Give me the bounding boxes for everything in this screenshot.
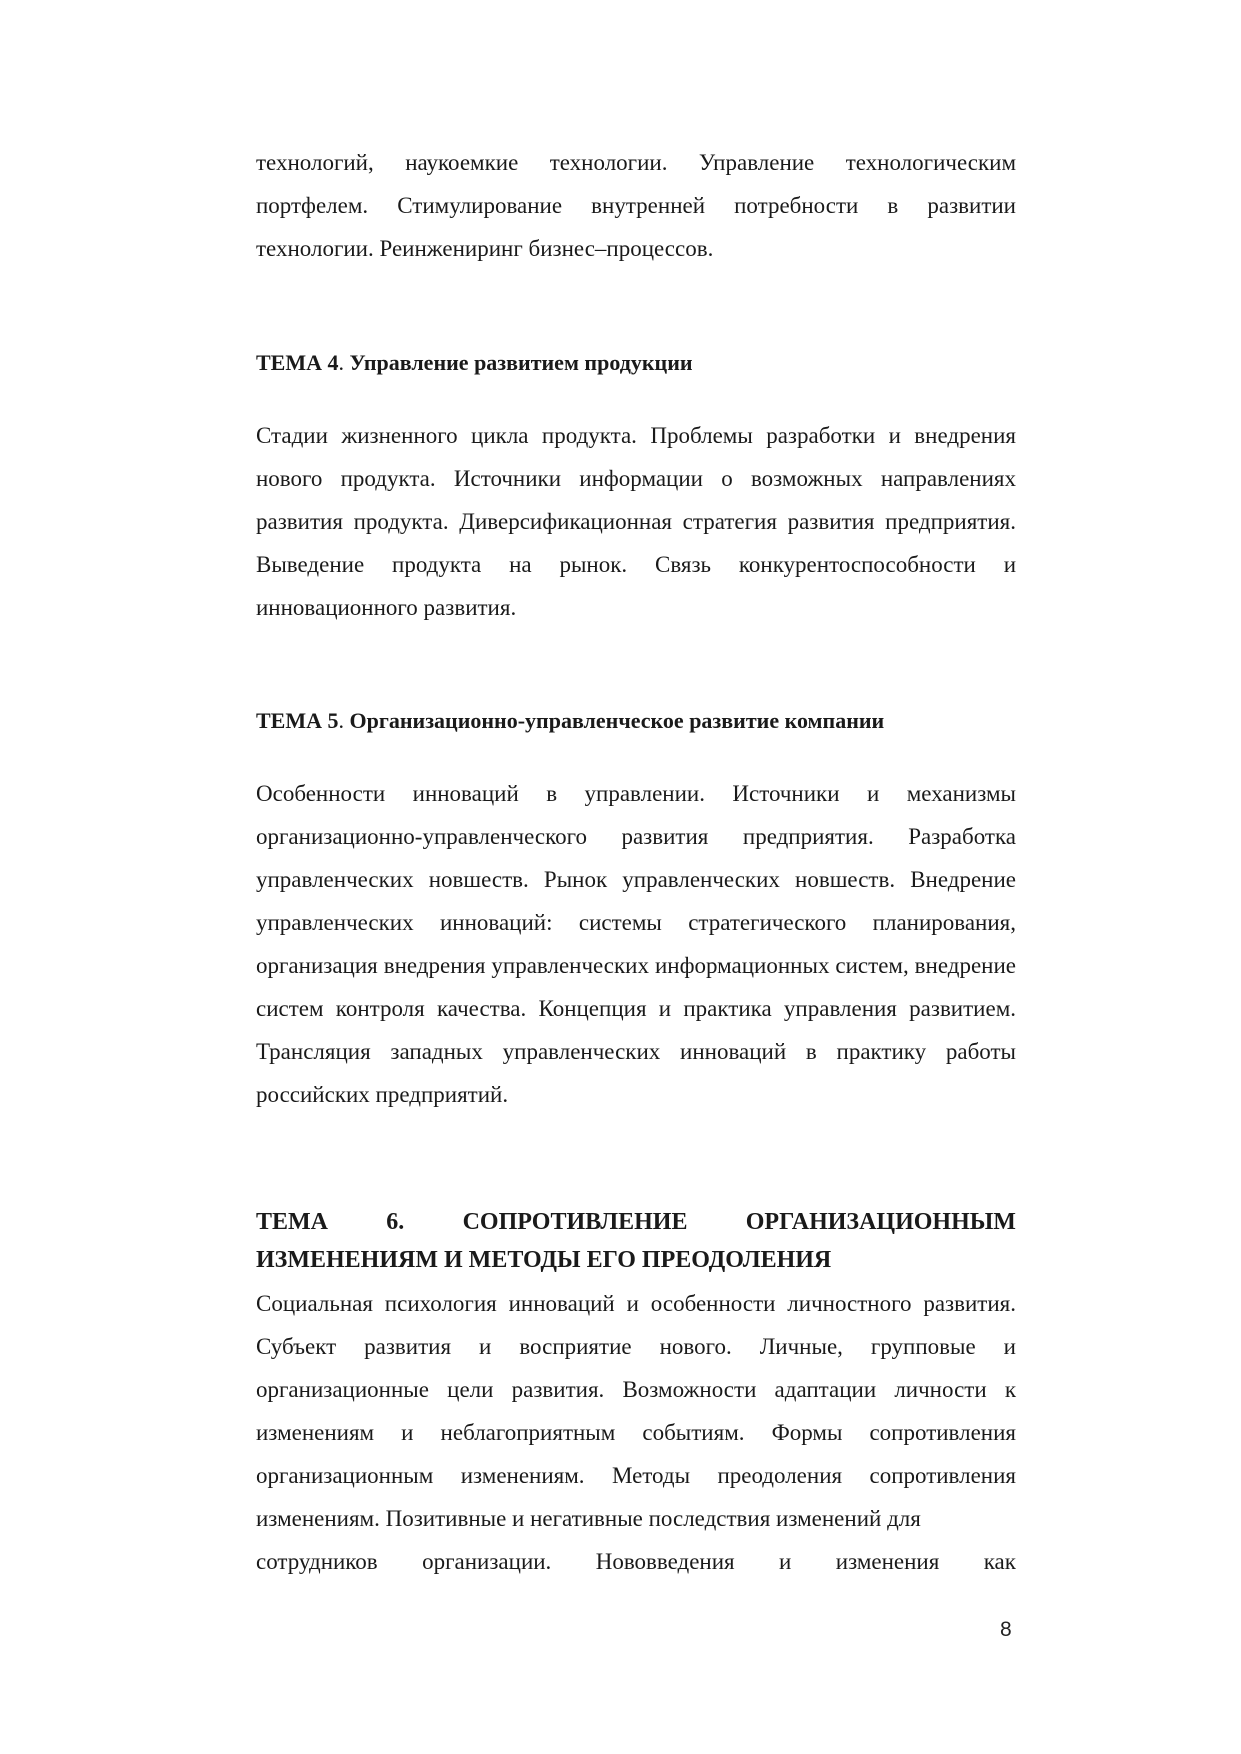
topic-6-heading-line-2: ИЗМЕНЕНИЯМ И МЕТОДЫ ЕГО ПРЕОДОЛЕНИЯ [256,1247,832,1273]
page-number: 8 [1000,1618,1012,1641]
topic-6-last-word: организации. [422,1549,552,1574]
topic-5-paragraph: Особенности инноваций в управлении. Источники и механизмы организационно-управленческого развития предприятия. Разработка управленческих новшеств. Рынок управленческих новшеств. Внедрение управленческих инноваций: системы стратегического планирования, организация внедрения управленческих информационных систем, внедрение систем контроля качества. Концепция и практика управления развитием. Трансляция западных управленческих инноваций в практику работы российских предприятий. [256,781,1016,1107]
topic-4-heading [256,348,1016,378]
topic-5-title: Организационно-управленческое развитие компании [344,708,885,733]
topic-4-separator: . [338,350,344,375]
topic-6-last-word: Нововведения [595,1549,735,1574]
topic-6-heading [256,1203,1016,1279]
topic-6-last-word: и [779,1549,792,1574]
topic-5-separator: . [338,708,344,733]
topic-6-heading-word: ОРГАНИЗАЦИОННЫМ [745,1209,1016,1235]
topic-6-last-word: как [983,1549,1016,1574]
intro-paragraph: технологий, наукоемкие технологии. Управление технологическим портфелем. Стимулирование внутренней потребности в развитии технологии. Реинжениринг бизнес–процессов. [256,150,1016,261]
topic-4-title: Управление развитием продукции [344,350,693,375]
topic-6-heading-word: ТЕМА [256,1209,328,1235]
topic-6-last-word: изменения [835,1549,940,1574]
topic-5-heading [256,706,1016,736]
topic-6-heading-word: СОПРОТИВЛЕНИЕ [462,1209,688,1235]
document-page [256,0,1016,1754]
topic-6-last-line [256,1540,1016,1583]
topic-6-last-word: сотрудников [256,1549,378,1574]
topic-6-heading-line-1 [256,1203,1016,1241]
topic-6-heading-word: 6. [386,1209,405,1235]
topic-5-label: ТЕМА 5 [256,708,339,733]
topic-6-body [256,1282,1016,1583]
topic-4-paragraph: Стадии жизненного цикла продукта. Проблемы разработки и внедрения нового продукта. Источники информации о возможных направлениях развития продукта. Диверсификационная стратегия развития предприятия. Выведение продукта на рынок. Связь конкурентоспособности и инновационного развития. [256,423,1016,620]
topic-6-paragraph: Социальная психология инноваций и особенности личностного развития. Субъект развития и восприятие нового. Личные, групповые и организационные цели развития. Возможности адаптации личности к изменениям и неблагоприятным событиям. Формы сопротивления организационным изменениям. Методы преодоления сопротивления изменениям. Позитивные и негативные последствия изменений для [256,1291,1016,1531]
topic-4-label: ТЕМА 4 [256,350,339,375]
